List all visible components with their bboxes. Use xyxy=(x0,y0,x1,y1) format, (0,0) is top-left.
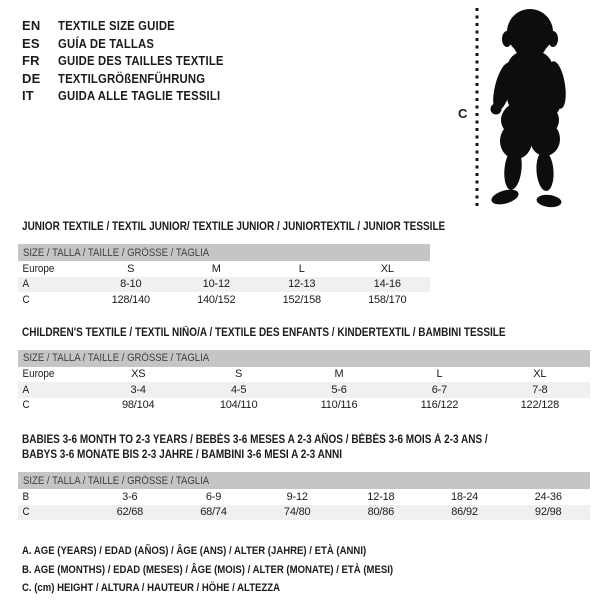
row-label: Europe xyxy=(22,368,55,381)
row-label: C xyxy=(22,506,30,519)
size-cell: 104/110 xyxy=(219,399,258,412)
size-cell: 5-6 xyxy=(331,383,347,396)
size-cell: 18-24 xyxy=(450,490,479,503)
table-row xyxy=(18,277,430,293)
size-cell: XS xyxy=(131,368,146,381)
size-cell: 3-6 xyxy=(122,490,138,503)
row-label: A xyxy=(22,278,30,291)
footnote-height-cm: C. (cm) HEIGHT / ALTURA / HAUTEUR / HÖHE / ALTEZZA xyxy=(22,582,281,594)
section-title: BABIES 3-6 MONTH TO 2-3 YEARS / BEBÉS 3-6 MESES A 2-3 AÑOS / BÉBÉS 3-6 MOIS À 2-3 ANS / xyxy=(22,434,488,446)
table-row xyxy=(18,398,590,414)
language-code: ES xyxy=(22,35,40,51)
table-row xyxy=(18,505,590,521)
row-label: C xyxy=(22,399,30,412)
size-cell: S xyxy=(235,368,243,381)
size-cell: M xyxy=(211,262,221,275)
table-row xyxy=(18,367,590,383)
language-title: GUIDE DES TAILLES TEXTILE xyxy=(58,53,224,69)
size-cell: L xyxy=(436,368,443,381)
size-cell: 24-36 xyxy=(534,490,562,503)
section-title: JUNIOR TEXTILE / TEXTIL JUNIOR/ TEXTILE JUNIOR / JUNIORTEXTIL / JUNIOR TESSILE xyxy=(22,221,446,233)
table-row xyxy=(18,382,590,398)
language-code: IT xyxy=(22,88,34,104)
size-cell: 14-16 xyxy=(373,278,401,291)
size-cell: 128/140 xyxy=(111,293,150,306)
height-measure-label: C xyxy=(458,106,468,121)
babies-textile-section xyxy=(18,433,600,520)
childrens-size-table xyxy=(18,350,590,414)
size-cell: 4-5 xyxy=(230,383,247,396)
language-title: GUIDA ALLE TAGLIE TESSILI xyxy=(58,88,221,104)
size-cell: 3-4 xyxy=(130,383,146,396)
toddler-silhouette-shapes xyxy=(489,9,568,208)
size-cell: 12-18 xyxy=(367,490,395,503)
size-cell: 68/74 xyxy=(200,506,227,519)
size-cell: 80/86 xyxy=(367,506,395,519)
language-code: DE xyxy=(22,70,41,86)
size-cell: 158/170 xyxy=(368,293,407,306)
babies-size-table xyxy=(18,472,590,520)
size-cell: 8-10 xyxy=(120,278,142,291)
size-cell: M xyxy=(334,368,344,381)
table-row xyxy=(18,261,430,277)
language-title: TEXTILE SIZE GUIDE xyxy=(58,18,175,34)
row-label: Europe xyxy=(22,262,55,275)
size-cell: L xyxy=(298,262,305,275)
row-label: A xyxy=(22,383,30,396)
size-cell: 62/68 xyxy=(116,506,144,519)
size-cell: 74/80 xyxy=(283,506,311,519)
size-cell: S xyxy=(127,262,135,275)
size-cell: 98/104 xyxy=(121,399,155,412)
size-cell: 86/92 xyxy=(451,506,478,519)
junior-textile-section xyxy=(18,220,600,308)
language-title: GUÍA DE TALLAS xyxy=(58,35,155,51)
footnotes xyxy=(22,542,600,598)
table-row xyxy=(18,489,590,505)
height-figure xyxy=(456,6,588,212)
table-row xyxy=(18,292,430,308)
size-cell: 6-9 xyxy=(205,490,222,503)
section-title: CHILDREN'S TEXTILE / TEXTIL NIÑO/A / TEXTILE DES ENFANTS / KINDERTEXTIL / BAMBINI TESSILE xyxy=(22,326,506,339)
size-cell: 140/152 xyxy=(197,293,236,306)
size-cell: 7-8 xyxy=(532,383,548,396)
size-cell: 122/128 xyxy=(520,399,560,412)
language-title: TEXTILGRÖßENFÜHRUNG xyxy=(58,70,206,86)
size-header-row: SIZE / TALLA / TAILLE / GRÖSSE / TAGLIA xyxy=(18,472,590,489)
size-cell: XL xyxy=(380,262,394,275)
size-cell: 9-12 xyxy=(286,490,308,503)
language-code: FR xyxy=(22,53,40,69)
row-label: C xyxy=(22,293,30,306)
size-cell: 6-7 xyxy=(431,383,448,396)
junior-size-table xyxy=(18,244,430,308)
header-area xyxy=(0,0,600,212)
footnote-age-years: A. AGE (YEARS) / EDAD (AÑOS) / ÂGE (ANS) / ALTER (JAHRE) / ETÀ (ANNI) xyxy=(22,545,367,557)
size-cell: 10-12 xyxy=(202,278,230,291)
row-label: B xyxy=(22,490,30,503)
size-cell: 116/122 xyxy=(420,399,459,412)
language-code: EN xyxy=(22,18,41,34)
size-cell: XL xyxy=(533,368,547,381)
size-header-row: SIZE / TALLA / TAILLE / GRÖSSE / TAGLIA xyxy=(18,244,430,261)
footnote-age-months: B. AGE (MONTHS) / EDAD (MESES) / ÂGE (MOIS) / ALTER (MONATE) / ETÀ (MESI) xyxy=(22,563,394,576)
size-cell: 152/158 xyxy=(282,293,321,306)
size-cell: 92/98 xyxy=(534,506,562,519)
childrens-textile-section xyxy=(18,326,600,414)
size-cell: 12-13 xyxy=(288,278,316,291)
size-cell: 110/116 xyxy=(320,399,358,412)
toddler-silhouette-icon xyxy=(456,6,588,212)
size-header-row: SIZE / TALLA / TAILLE / GRÖSSE / TAGLIA xyxy=(18,350,590,367)
section-title-line2: BABYS 3-6 MONATE BIS 2-3 JAHRE / BAMBINI 3-6 MESI A 2-3 ANNI xyxy=(22,449,343,461)
